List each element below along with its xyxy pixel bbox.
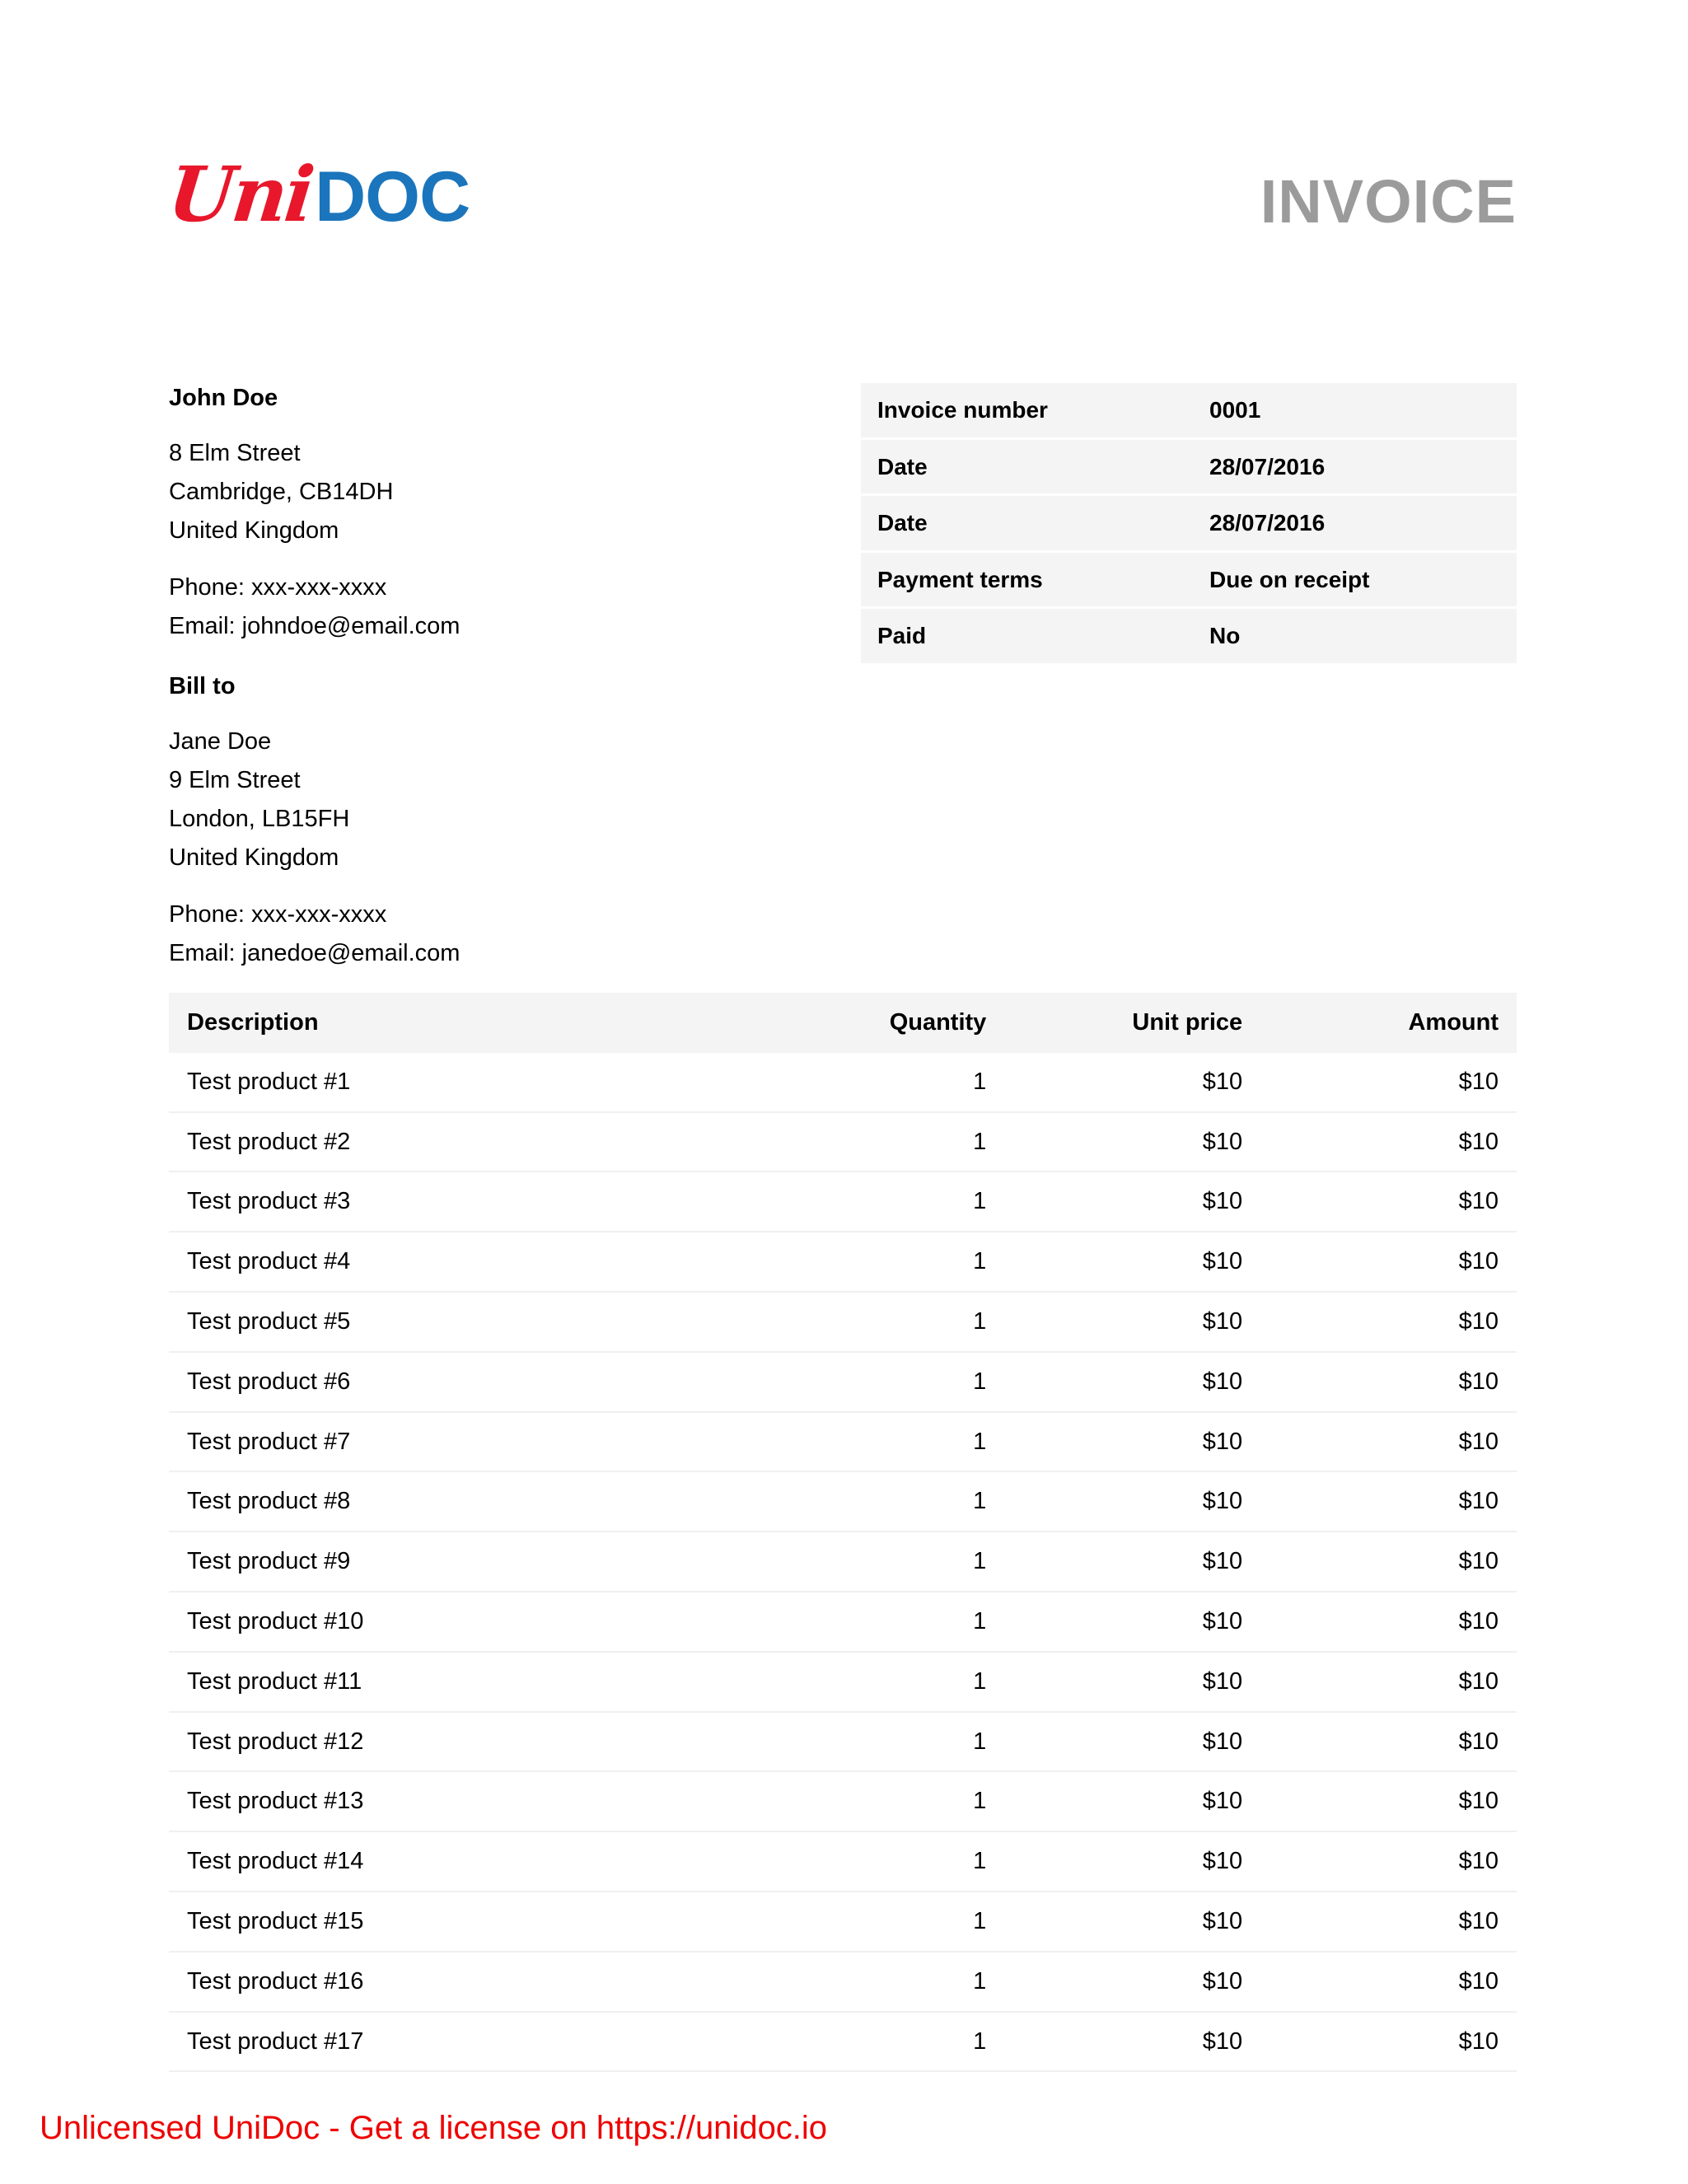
- line-items-body: [169, 1053, 1517, 2072]
- table-row: [169, 1952, 1517, 2012]
- table-row: [169, 1112, 1517, 1172]
- invoice-meta-row: [861, 496, 1517, 550]
- line-item-quantity: 1: [748, 1232, 1004, 1292]
- sender-address-line-2: Cambridge, CB14DH: [169, 479, 394, 506]
- line-item-quantity: 1: [748, 1172, 1004, 1232]
- line-item-unit-price: $10: [1004, 1592, 1260, 1652]
- invoice-meta-body: [861, 383, 1517, 663]
- table-row: [169, 1352, 1517, 1412]
- line-item-quantity: 1: [748, 1831, 1004, 1892]
- invoice-meta-label: Invoice number: [861, 383, 1193, 437]
- line-item-description: Test product #10: [169, 1592, 748, 1652]
- line-item-amount: $10: [1260, 1712, 1517, 1772]
- line-item-amount: $10: [1260, 1892, 1517, 1952]
- invoice-meta-label: Payment terms: [861, 553, 1193, 607]
- line-item-description: Test product #15: [169, 1892, 748, 1952]
- line-item-unit-price: $10: [1004, 1112, 1260, 1172]
- line-item-quantity: 1: [748, 1471, 1004, 1532]
- bill-to-heading: Bill to: [169, 673, 236, 699]
- invoice-meta-value: Due on receipt: [1193, 553, 1517, 607]
- line-items-table: [169, 993, 1517, 2072]
- bill-to-contact: [169, 896, 746, 973]
- line-item-description: Test product #14: [169, 1831, 748, 1892]
- line-item-amount: $10: [1260, 1771, 1517, 1831]
- line-item-unit-price: $10: [1004, 1771, 1260, 1831]
- line-item-quantity: 1: [748, 1892, 1004, 1952]
- column-header-amount: Amount: [1260, 993, 1517, 1053]
- table-row: [169, 1053, 1517, 1112]
- sender-block: [169, 383, 746, 646]
- invoice-meta-table: [861, 381, 1517, 666]
- line-item-description: Test product #13: [169, 1771, 748, 1831]
- license-notice: Unlicensed UniDoc - Get a license on https://unidoc.io: [40, 2110, 828, 2146]
- sender-contact: [169, 568, 746, 646]
- table-row: [169, 1532, 1517, 1592]
- logo-uni-text: Uni: [164, 150, 316, 239]
- column-header-quantity: Quantity: [748, 993, 1004, 1053]
- invoice-meta-row: [861, 553, 1517, 607]
- table-row: [169, 1771, 1517, 1831]
- line-item-quantity: 1: [748, 1771, 1004, 1831]
- line-item-amount: $10: [1260, 1053, 1517, 1112]
- table-row: [169, 2012, 1517, 2072]
- table-row: [169, 1412, 1517, 1472]
- line-item-unit-price: $10: [1004, 1232, 1260, 1292]
- bill-to-address: [169, 723, 746, 877]
- sender-address-line-1: 8 Elm Street: [169, 440, 301, 467]
- line-item-amount: $10: [1260, 1412, 1517, 1472]
- line-item-quantity: 1: [748, 1532, 1004, 1592]
- line-item-unit-price: $10: [1004, 1053, 1260, 1112]
- table-row: [169, 1712, 1517, 1772]
- invoice-meta-value: 28/07/2016: [1193, 440, 1517, 494]
- sender-name: John Doe: [169, 385, 278, 411]
- bill-to-spacer: [169, 877, 746, 896]
- line-item-unit-price: $10: [1004, 1831, 1260, 1892]
- line-item-unit-price: $10: [1004, 1712, 1260, 1772]
- invoice-meta-row: [861, 609, 1517, 663]
- invoice-meta-label: Date: [861, 496, 1193, 550]
- line-item-quantity: 1: [748, 1412, 1004, 1472]
- sender-spacer: [169, 550, 746, 568]
- invoice-meta-row: [861, 383, 1517, 437]
- line-item-unit-price: $10: [1004, 1172, 1260, 1232]
- invoice-meta-value: 0001: [1193, 383, 1517, 437]
- line-item-amount: $10: [1260, 2012, 1517, 2072]
- page-title: INVOICE: [1260, 167, 1517, 236]
- line-item-unit-price: $10: [1004, 1471, 1260, 1532]
- line-item-amount: $10: [1260, 1352, 1517, 1412]
- line-item-description: Test product #11: [169, 1652, 748, 1712]
- line-item-quantity: 1: [748, 1112, 1004, 1172]
- unidoc-logo: [164, 150, 470, 239]
- line-item-description: Test product #8: [169, 1471, 748, 1532]
- line-item-unit-price: $10: [1004, 1412, 1260, 1472]
- logo-doc-text: DOC: [315, 157, 470, 236]
- line-item-unit-price: $10: [1004, 1352, 1260, 1412]
- line-item-quantity: 1: [748, 1652, 1004, 1712]
- line-item-amount: $10: [1260, 1292, 1517, 1352]
- line-item-quantity: 1: [748, 1952, 1004, 2012]
- sender-email: Email: johndoe@email.com: [169, 613, 461, 640]
- line-item-description: Test product #9: [169, 1532, 748, 1592]
- line-item-amount: $10: [1260, 1232, 1517, 1292]
- table-row: [169, 1831, 1517, 1892]
- line-item-amount: $10: [1260, 1952, 1517, 2012]
- invoice-meta-label: Paid: [861, 609, 1193, 663]
- line-items-header-row: [169, 993, 1517, 1053]
- line-item-quantity: 1: [748, 1352, 1004, 1412]
- line-item-unit-price: $10: [1004, 1652, 1260, 1712]
- line-item-quantity: 1: [748, 1592, 1004, 1652]
- line-item-quantity: 1: [748, 1712, 1004, 1772]
- line-item-unit-price: $10: [1004, 1532, 1260, 1592]
- line-item-amount: $10: [1260, 1652, 1517, 1712]
- bill-to-phone: Phone: xxx-xxx-xxxx: [169, 901, 387, 928]
- line-item-quantity: 1: [748, 2012, 1004, 2072]
- line-item-unit-price: $10: [1004, 1892, 1260, 1952]
- line-item-unit-price: $10: [1004, 1292, 1260, 1352]
- line-item-description: Test product #1: [169, 1053, 748, 1112]
- line-item-amount: $10: [1260, 1112, 1517, 1172]
- line-item-description: Test product #12: [169, 1712, 748, 1772]
- column-header-description: Description: [169, 993, 748, 1053]
- line-item-unit-price: $10: [1004, 2012, 1260, 2072]
- sender-phone: Phone: xxx-xxx-xxxx: [169, 574, 387, 601]
- line-item-description: Test product #17: [169, 2012, 748, 2072]
- line-item-description: Test product #7: [169, 1412, 748, 1472]
- line-item-description: Test product #6: [169, 1352, 748, 1412]
- bill-to-email: Email: janedoe@email.com: [169, 940, 461, 967]
- line-item-amount: $10: [1260, 1471, 1517, 1532]
- table-row: [169, 1592, 1517, 1652]
- table-row: [169, 1892, 1517, 1952]
- bill-to-name: Jane Doe: [169, 728, 272, 755]
- line-item-description: Test product #5: [169, 1292, 748, 1352]
- table-row: [169, 1292, 1517, 1352]
- line-item-quantity: 1: [748, 1292, 1004, 1352]
- invoice-meta-value: No: [1193, 609, 1517, 663]
- line-item-unit-price: $10: [1004, 1952, 1260, 2012]
- sender-address-line-3: United Kingdom: [169, 517, 339, 545]
- invoice-meta-value: 28/07/2016: [1193, 496, 1517, 550]
- bill-to-address-line-3: United Kingdom: [169, 844, 339, 872]
- line-item-description: Test product #3: [169, 1172, 748, 1232]
- sender-address: [169, 434, 746, 550]
- line-item-quantity: 1: [748, 1053, 1004, 1112]
- line-item-description: Test product #2: [169, 1112, 748, 1172]
- line-item-amount: $10: [1260, 1831, 1517, 1892]
- table-row: [169, 1232, 1517, 1292]
- invoice-meta-label: Date: [861, 440, 1193, 494]
- table-row: [169, 1172, 1517, 1232]
- line-item-amount: $10: [1260, 1592, 1517, 1652]
- bill-to-address-line-1: 9 Elm Street: [169, 767, 301, 794]
- line-item-description: Test product #16: [169, 1952, 748, 2012]
- line-items-header: [169, 993, 1517, 1053]
- line-item-amount: $10: [1260, 1172, 1517, 1232]
- line-item-description: Test product #4: [169, 1232, 748, 1292]
- invoice-meta-row: [861, 440, 1517, 494]
- line-item-amount: $10: [1260, 1532, 1517, 1592]
- bill-to-block: [169, 671, 746, 973]
- column-header-unit-price: Unit price: [1004, 993, 1260, 1053]
- document-header: [164, 150, 1517, 272]
- table-row: [169, 1471, 1517, 1532]
- bill-to-address-line-2: London, LB15FH: [169, 806, 350, 833]
- table-row: [169, 1652, 1517, 1712]
